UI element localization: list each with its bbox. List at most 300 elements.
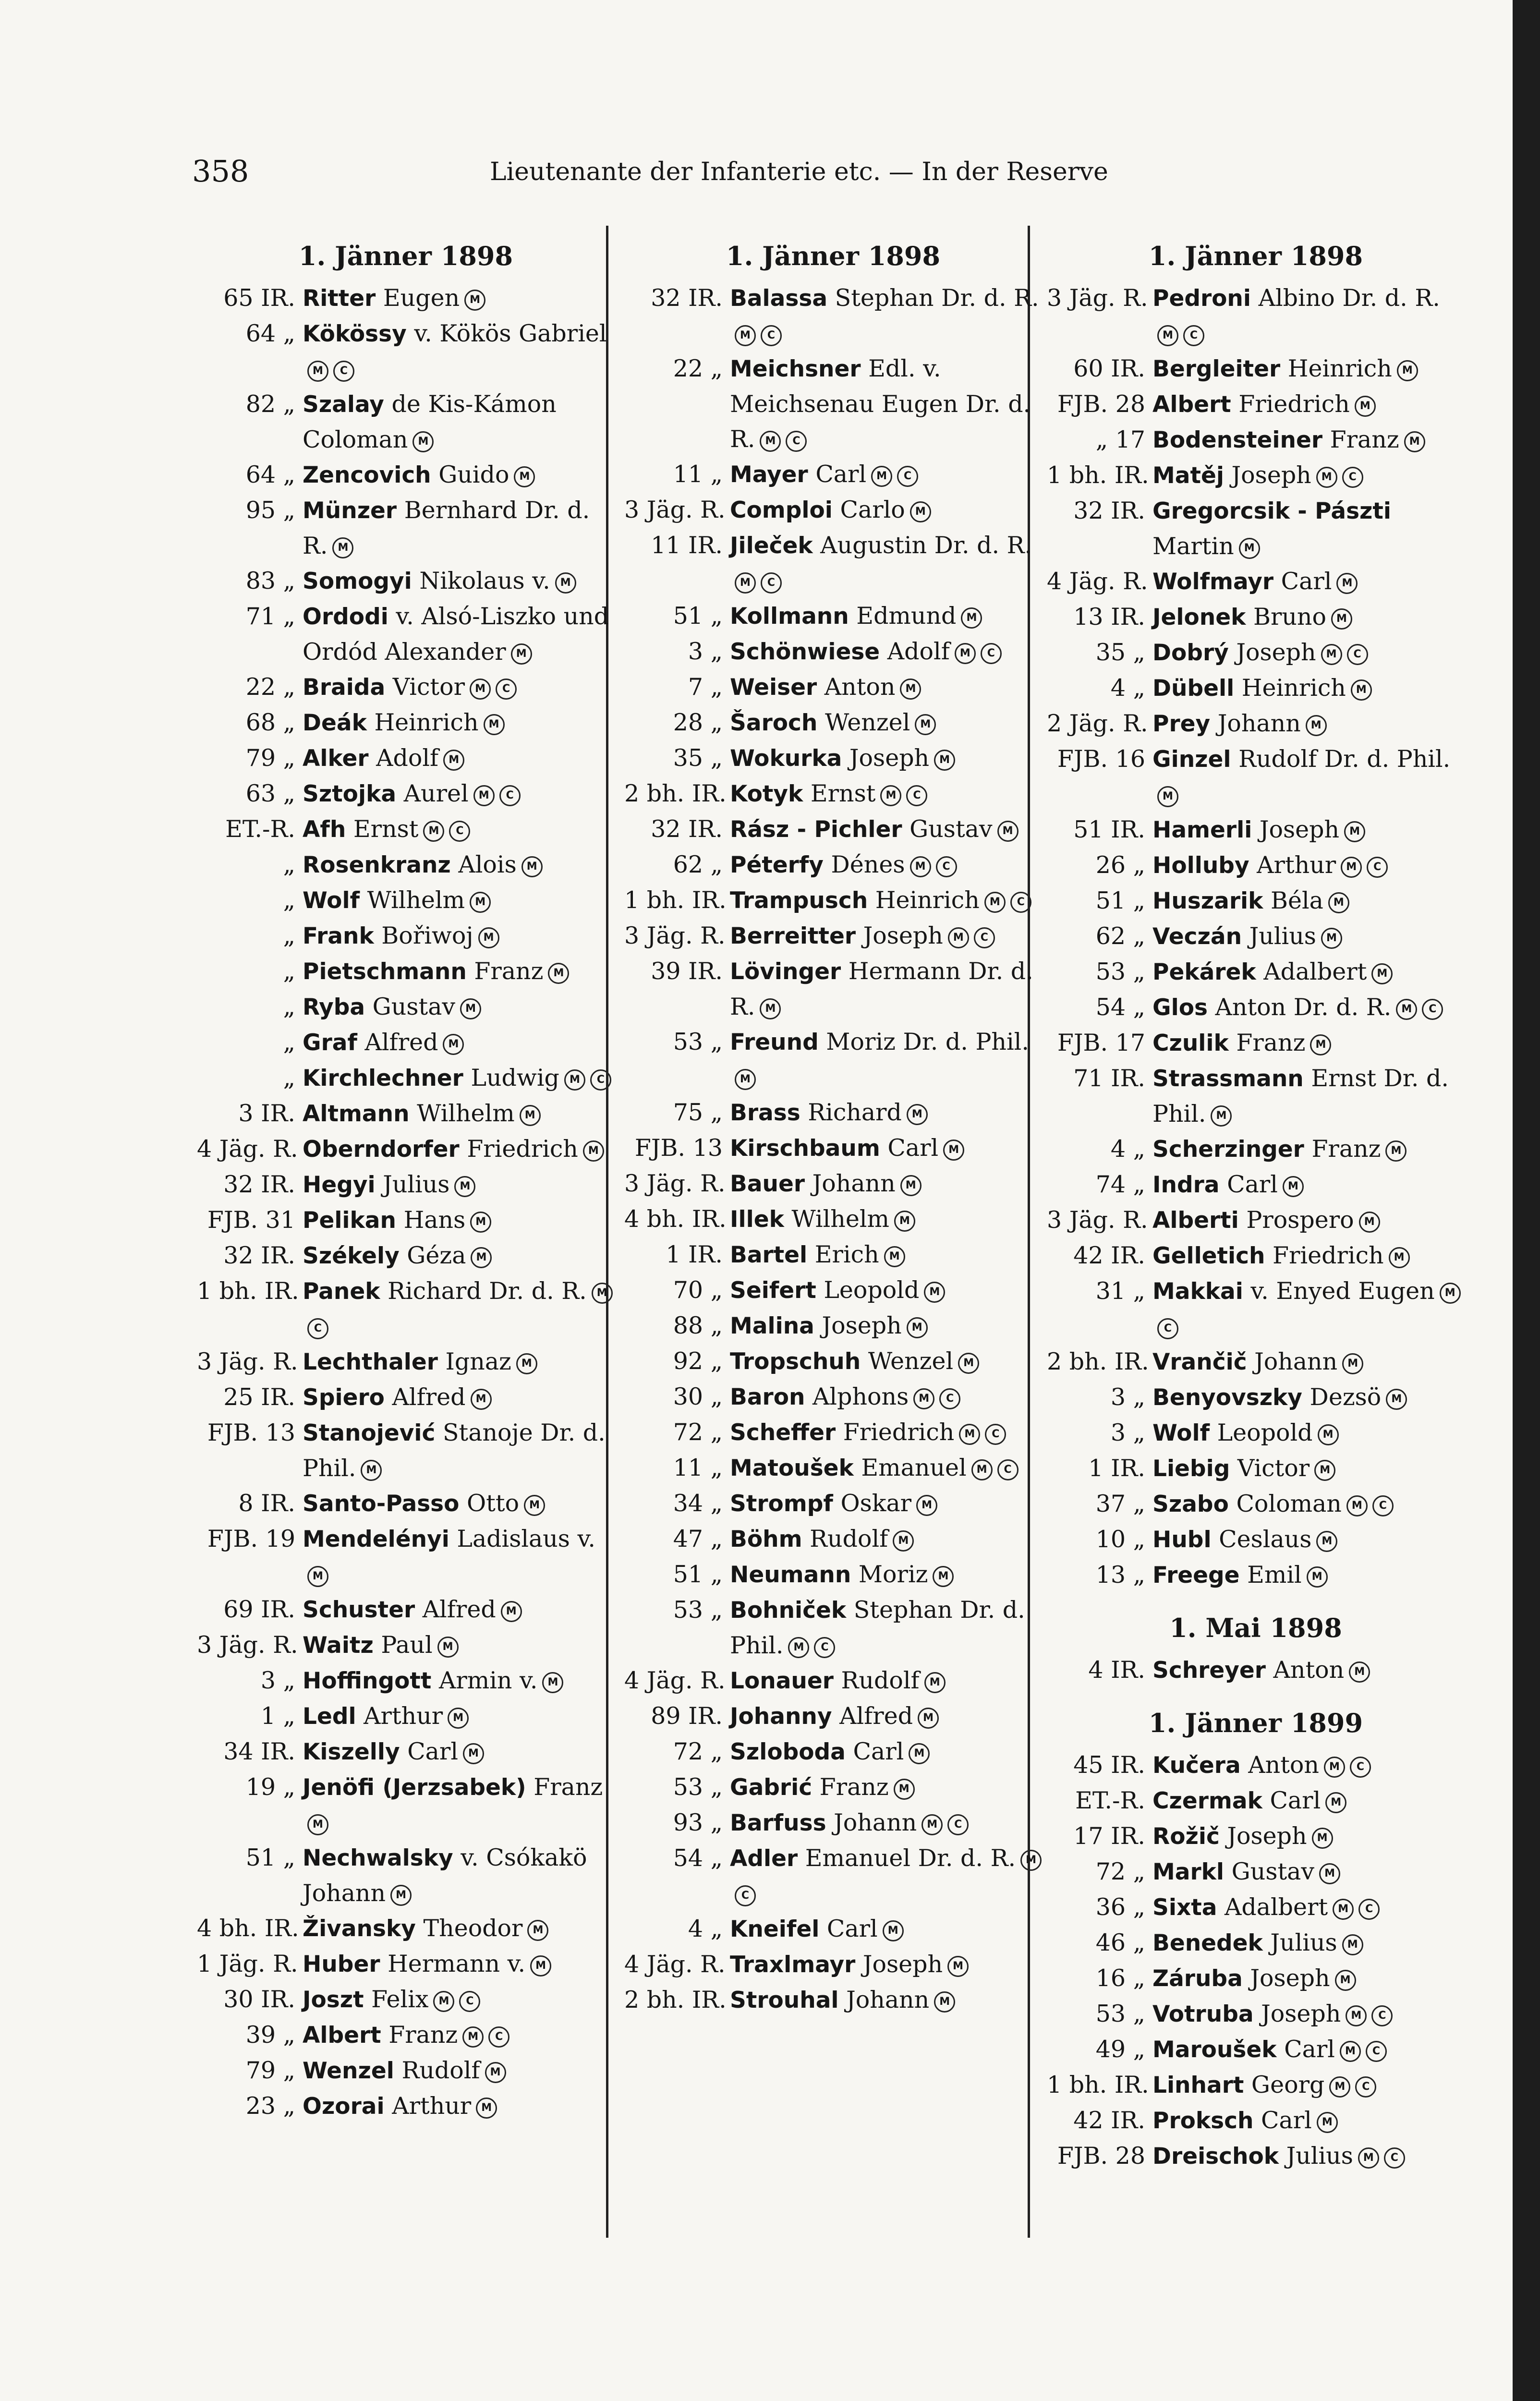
given-names: Anton xyxy=(1273,1656,1345,1684)
circled-m-icon: M xyxy=(934,750,955,771)
circled-m-icon: M xyxy=(893,1530,914,1552)
section-date-heading: 1. Jänner 1899 xyxy=(1148,1708,1363,1738)
given-names: Eugen xyxy=(383,284,460,312)
circled-m-icon: M xyxy=(307,1566,328,1587)
circled-m-icon: M xyxy=(760,431,781,452)
unit-label: 51 „ xyxy=(673,602,723,630)
given-names: Leopold xyxy=(1217,1419,1313,1446)
surname: Santo-Passo xyxy=(303,1491,460,1517)
given-names: Franz xyxy=(474,958,544,985)
circled-c-icon: C xyxy=(997,1459,1019,1480)
circled-m-icon: M xyxy=(361,1460,382,1481)
given-names: Moriz Dr. d. Phil. xyxy=(826,1028,1029,1055)
circled-m-icon: M xyxy=(548,963,569,984)
circled-m-icon: M xyxy=(511,643,532,665)
surname: Kollmann xyxy=(730,603,849,630)
unit-label: FJB. 13 xyxy=(634,1134,723,1162)
circled-m-icon: M xyxy=(1310,1034,1331,1055)
surname: Lonauer xyxy=(730,1668,834,1694)
roster-entry xyxy=(1047,1557,1465,1593)
circled-c-icon: C xyxy=(459,1991,480,2012)
circled-c-icon: C xyxy=(897,466,918,487)
surname: Huszarik xyxy=(1152,888,1263,914)
unit-label: FJB. 19 xyxy=(207,1525,295,1552)
circled-m-icon: M xyxy=(1157,786,1178,807)
given-names: Stanoje Dr. d. Phil. xyxy=(303,1419,606,1482)
unit-label: 30 IR. xyxy=(223,1986,295,2013)
given-names: Johann xyxy=(812,1170,896,1197)
given-names: Hans xyxy=(403,1206,466,1234)
circled-m-icon: M xyxy=(1349,1661,1370,1683)
circled-c-icon: C xyxy=(1183,325,1204,346)
circled-m-icon: M xyxy=(1321,644,1342,665)
surname: Rožič xyxy=(1152,1823,1220,1850)
surname: Schreyer xyxy=(1152,1657,1266,1684)
unit-label: 32 IR. xyxy=(223,1242,295,1269)
unit-label: 2 bh. IR. xyxy=(1047,1348,1149,1375)
circled-m-icon: M xyxy=(542,1672,563,1693)
page-header xyxy=(192,154,1441,192)
given-names: Rudolf Dr. d. Phil. xyxy=(1238,745,1451,773)
roster-entry xyxy=(1047,599,1465,635)
surname: Kiszelly xyxy=(303,1739,400,1765)
given-names: Joseph xyxy=(1259,816,1340,843)
roster-entry xyxy=(1047,1238,1465,1273)
given-names: Arthur xyxy=(392,2092,472,2120)
unit-label: 1 bh. IR. xyxy=(197,1277,299,1305)
surname: Kučera xyxy=(1152,1752,1241,1779)
circled-c-icon: C xyxy=(761,325,782,346)
given-names: v. Kökös Gabriel xyxy=(414,320,607,347)
unit-label: 32 IR. xyxy=(223,1171,295,1198)
surname: Linhart xyxy=(1152,2072,1244,2098)
page-edge xyxy=(1513,0,1540,2401)
circled-m-icon: M xyxy=(1317,2112,1338,2133)
given-names: Franz xyxy=(819,1773,889,1801)
circled-m-icon: M xyxy=(1397,360,1418,381)
surname: Deák xyxy=(303,710,367,736)
surname: Illek xyxy=(730,1206,784,1233)
given-names: Victor xyxy=(1237,1455,1310,1482)
roster-entry xyxy=(197,812,615,847)
given-names: Alfred xyxy=(392,1383,466,1411)
given-names: Julius xyxy=(1286,2142,1353,2170)
unit-label: 63 „ xyxy=(245,780,295,807)
roster-entry xyxy=(197,2053,615,2088)
surname: Bodensteiner xyxy=(1152,427,1323,453)
surname: Sixta xyxy=(1152,1894,1217,1921)
unit-label: 4 Jäg. R. xyxy=(1047,568,1148,595)
unit-label: 83 „ xyxy=(245,567,295,594)
surname: Bartel xyxy=(730,1242,808,1268)
unit-label: 26 „ xyxy=(1095,851,1145,879)
unit-label: 46 „ xyxy=(1095,1929,1145,1956)
surname: Kotyk xyxy=(730,781,803,807)
roster-entry xyxy=(1047,1273,1465,1344)
surname: Hubl xyxy=(1152,1527,1212,1553)
given-names: Richard Dr. d. R. xyxy=(388,1277,587,1305)
unit-label: 25 IR. xyxy=(223,1383,295,1411)
given-names: Armin v. xyxy=(438,1667,538,1694)
circled-m-icon: M xyxy=(1333,1899,1354,1920)
surname: Altmann xyxy=(303,1101,410,1127)
given-names: Franz xyxy=(534,1773,603,1801)
unit-label: 53 „ xyxy=(673,1028,723,1055)
roster-entry xyxy=(1047,2138,1465,2174)
roster-entry xyxy=(624,1557,1042,1592)
given-names: Augustin Dr. d. R. xyxy=(820,532,1032,559)
roster-entry xyxy=(1047,1890,1465,1925)
given-names: Hermann Dr. d. R. xyxy=(730,958,1033,1020)
circled-m-icon: M xyxy=(1371,963,1393,984)
roster-entry xyxy=(197,1627,615,1663)
circled-c-icon: C xyxy=(936,856,957,877)
given-names: Georg xyxy=(1251,2071,1325,2098)
circled-m-icon: M xyxy=(894,1211,915,1232)
unit-label: 10 „ xyxy=(1095,1526,1145,1553)
given-names: v. Csókakö Johann xyxy=(303,1844,587,1907)
unit-label: 51 „ xyxy=(1095,887,1145,914)
surname: Spiero xyxy=(303,1384,385,1411)
given-names: Arthur xyxy=(1257,851,1336,879)
unit-label: 28 „ xyxy=(673,709,723,736)
unit-label: 68 „ xyxy=(245,709,295,736)
roster-entry xyxy=(624,954,1042,1024)
given-names: Heinrich xyxy=(374,709,479,736)
roster-entry xyxy=(197,2017,615,2053)
given-names: Joseph xyxy=(863,922,943,949)
given-names: Joseph xyxy=(849,744,930,772)
roster-entry xyxy=(197,1486,615,1521)
surname: Šaroch xyxy=(730,710,818,736)
surname: Wenzel xyxy=(303,2058,394,2084)
circled-m-icon: M xyxy=(437,1637,459,1658)
circled-m-icon: M xyxy=(933,1566,954,1587)
surname: Dobrý xyxy=(1152,640,1229,666)
circled-m-icon: M xyxy=(1351,679,1372,701)
unit-label: 4 „ xyxy=(1110,674,1145,702)
surname: Wolfmayr xyxy=(1152,569,1274,595)
surname: Pekárek xyxy=(1152,959,1256,985)
roster-entry xyxy=(624,776,1042,812)
given-names: Stephan Dr. d. Phil. xyxy=(730,1596,1025,1659)
unit-label: 72 „ xyxy=(673,1419,723,1446)
circled-m-icon: M xyxy=(1314,1460,1335,1481)
unit-label: 34 IR. xyxy=(223,1738,295,1765)
circled-m-icon: M xyxy=(307,361,328,382)
given-names: Carl xyxy=(853,1738,904,1765)
roster-entry xyxy=(624,1663,1042,1698)
circled-m-icon: M xyxy=(884,1246,905,1267)
roster-entry xyxy=(197,280,615,316)
circled-c-icon: C xyxy=(906,785,927,806)
roster-entry xyxy=(197,493,615,563)
roster-entry xyxy=(624,1450,1042,1486)
circled-m-icon: M xyxy=(471,1247,492,1268)
unit-label: 11 „ xyxy=(673,1454,723,1481)
given-names: Julius xyxy=(1270,1929,1337,1956)
unit-label: 3 „ xyxy=(688,638,723,665)
roster-entry xyxy=(624,1237,1042,1273)
circled-m-icon: M xyxy=(1385,1140,1407,1162)
surname: Braida xyxy=(303,674,386,701)
roster-entry xyxy=(197,1840,615,1911)
circled-c-icon: C xyxy=(814,1637,835,1658)
unit-label: 69 IR. xyxy=(223,1596,295,1623)
given-names: Adalbert xyxy=(1225,1893,1328,1921)
roster-entry xyxy=(624,351,1042,457)
unit-label: 72 „ xyxy=(1095,1858,1145,1885)
given-names: Leopold xyxy=(824,1276,920,1304)
circled-m-icon: M xyxy=(934,1991,955,2013)
circled-c-icon: C xyxy=(939,1388,960,1409)
surname: Maroušek xyxy=(1152,2037,1277,2063)
unit-label: 2 Jäg. R. xyxy=(1047,710,1148,737)
given-names: Emanuel xyxy=(861,1454,967,1481)
unit-label: 82 „ xyxy=(245,390,295,418)
unit-label: 2 bh. IR. xyxy=(624,1986,727,2013)
given-names: Paul xyxy=(381,1631,433,1659)
circled-m-icon: M xyxy=(464,290,485,311)
surname: Traxlmayr xyxy=(730,1952,856,1978)
unit-label: 53 „ xyxy=(673,1596,723,1624)
roster-entry xyxy=(197,918,615,954)
circled-m-icon: M xyxy=(527,1920,548,1941)
unit-label: 16 „ xyxy=(1095,1964,1145,1992)
given-names: Gustav xyxy=(1231,1858,1315,1885)
roster-entry xyxy=(197,847,615,883)
roster-entry xyxy=(197,1273,615,1344)
given-names: Johann xyxy=(834,1809,917,1836)
circled-m-icon: M xyxy=(913,1388,934,1409)
surname: Baron xyxy=(730,1384,805,1410)
circled-m-icon: M xyxy=(448,1708,469,1729)
circled-m-icon: M xyxy=(955,643,976,664)
unit-label: 51 „ xyxy=(673,1561,723,1588)
unit-label: 39 IR. xyxy=(651,958,723,985)
given-names: Coloman xyxy=(1236,1490,1342,1517)
given-names: Carl xyxy=(826,1915,878,1942)
circled-m-icon: M xyxy=(433,1991,454,2012)
given-names: Felix xyxy=(371,1986,429,2013)
roster-entry xyxy=(624,1982,1042,2018)
circled-m-icon: M xyxy=(910,856,931,877)
circled-c-icon: C xyxy=(1358,1899,1380,1920)
unit-label: 13 IR. xyxy=(1073,603,1145,631)
roster-entry xyxy=(624,1166,1042,1201)
given-names: Johann xyxy=(1217,710,1301,737)
surname: Pedroni xyxy=(1152,285,1251,312)
roster-entry xyxy=(1047,1380,1465,1415)
surname: Votruba xyxy=(1152,2001,1254,2027)
roster-entry xyxy=(624,740,1042,776)
given-names: Alfred xyxy=(364,1029,438,1056)
surname: Bergleiter xyxy=(1152,356,1281,382)
unit-label: „ xyxy=(283,851,295,878)
circled-m-icon: M xyxy=(473,785,495,806)
surname: Ryba xyxy=(303,994,365,1020)
roster-entry xyxy=(197,387,615,457)
surname: Rász - Pichler xyxy=(730,816,902,843)
unit-label: 11 „ xyxy=(673,461,723,488)
roster-entry xyxy=(197,669,615,705)
circled-c-icon: C xyxy=(947,1814,969,1835)
given-names: Franz xyxy=(1330,426,1399,453)
circled-c-icon: C xyxy=(1371,2005,1393,2026)
given-names: Arthur xyxy=(364,1702,443,1730)
surname: Nechwalsky xyxy=(303,1845,453,1871)
roster-entry xyxy=(624,634,1042,669)
circled-m-icon: M xyxy=(1358,2147,1379,2169)
unit-label: 89 IR. xyxy=(651,1702,723,1730)
surname: Panek xyxy=(303,1278,380,1305)
roster-entry xyxy=(624,1521,1042,1557)
given-names: Joseph xyxy=(1231,461,1311,489)
roster-entry xyxy=(197,2088,615,2124)
unit-label: 51 „ xyxy=(245,1844,295,1871)
circled-c-icon: C xyxy=(449,821,470,842)
surname: Ordodi xyxy=(303,604,388,630)
unit-label: 79 „ xyxy=(245,744,295,772)
unit-label: 7 „ xyxy=(688,673,723,701)
surname: Huber xyxy=(303,1951,380,1977)
unit-label: FJB. 28 xyxy=(1057,390,1145,418)
roster-entry xyxy=(197,1770,615,1840)
roster-entry xyxy=(1047,848,1465,883)
roster-entry xyxy=(624,1308,1042,1344)
given-names: Adolf xyxy=(887,638,950,665)
surname: Graf xyxy=(303,1030,357,1056)
unit-label: 53 „ xyxy=(1095,2000,1145,2027)
circled-m-icon: M xyxy=(894,1779,915,1800)
surname: Benyovszky xyxy=(1152,1384,1302,1411)
unit-label: 1 „ xyxy=(260,1702,295,1730)
given-names: Moriz xyxy=(858,1561,928,1588)
given-names: Aurel xyxy=(403,780,469,807)
unit-label: 65 IR. xyxy=(223,284,295,312)
circled-m-icon: M xyxy=(1239,538,1260,559)
given-names: Carlo xyxy=(840,496,905,523)
given-names: Joseph xyxy=(862,1951,943,1978)
unit-label: 62 „ xyxy=(1095,922,1145,950)
given-names: Anton xyxy=(824,673,896,701)
circled-m-icon: M xyxy=(501,1601,522,1622)
unit-label: 32 IR. xyxy=(651,815,723,843)
unit-label: FJB. 16 xyxy=(1057,745,1145,773)
unit-label: 4 bh. IR. xyxy=(197,1915,299,1942)
circled-c-icon: C xyxy=(1342,467,1363,488)
unit-label: 1 bh. IR. xyxy=(1047,2071,1149,2098)
circled-c-icon: C xyxy=(333,361,354,382)
surname: Hegyi xyxy=(303,1172,376,1198)
surname: Lövinger xyxy=(730,958,841,985)
unit-label: „ xyxy=(283,922,295,949)
surname: Balassa xyxy=(730,285,828,312)
surname: Ledl xyxy=(303,1703,356,1730)
given-names: Prospero xyxy=(1246,1206,1354,1234)
unit-label: FJB. 28 xyxy=(1057,2142,1145,2170)
given-names: Bruno xyxy=(1253,603,1326,631)
given-names: Edmund xyxy=(856,602,957,630)
roster-entry xyxy=(1047,919,1465,954)
circled-m-icon: M xyxy=(918,1708,939,1729)
circled-m-icon: M xyxy=(788,1637,809,1658)
unit-label: 31 „ xyxy=(1095,1277,1145,1305)
circled-m-icon: M xyxy=(443,1034,464,1055)
given-names: Heinrich xyxy=(875,886,980,914)
roster-entry xyxy=(197,776,615,812)
surname: Adler xyxy=(730,1845,798,1872)
given-names: Carl xyxy=(1227,1171,1278,1198)
surname: Albert xyxy=(303,2022,381,2049)
surname: Scherzinger xyxy=(1152,1136,1304,1163)
roster-entry xyxy=(624,1024,1042,1095)
given-names: Rudolf xyxy=(401,2057,480,2084)
roster-entry xyxy=(197,740,615,776)
circled-m-icon: M xyxy=(462,2026,484,2048)
roster-entry xyxy=(624,280,1042,351)
surname: Neumann xyxy=(730,1562,851,1588)
circled-m-icon: M xyxy=(924,1672,946,1693)
unit-label: 47 „ xyxy=(673,1525,723,1552)
given-names: Joseph xyxy=(1250,1964,1330,1992)
given-names: Adolf xyxy=(376,744,439,772)
given-names: Carl xyxy=(1281,568,1332,595)
given-names: Dezsö xyxy=(1310,1383,1382,1411)
unit-label: 42 IR. xyxy=(1073,2107,1145,2134)
surname: Berreitter xyxy=(730,923,856,949)
circled-m-icon: M xyxy=(1319,1863,1340,1884)
given-names: Carl xyxy=(1261,2107,1312,2134)
unit-label: 54 „ xyxy=(673,1844,723,1872)
unit-label: 3 Jäg. R. xyxy=(1047,284,1148,312)
unit-label: 79 „ xyxy=(245,2057,295,2084)
surname: Bohniček xyxy=(730,1597,847,1624)
surname: Glos xyxy=(1152,994,1208,1021)
roster-entry xyxy=(197,1415,615,1486)
unit-label: 71 „ xyxy=(245,603,295,630)
circled-m-icon: M xyxy=(924,1282,945,1303)
unit-label: 3 Jäg. R. xyxy=(1047,1206,1148,1234)
unit-label: 3 Jäg. R. xyxy=(197,1631,298,1659)
given-names: Franz xyxy=(1311,1135,1381,1163)
circled-m-icon: M xyxy=(1316,1531,1337,1552)
roster-entry xyxy=(624,918,1042,954)
circled-m-icon: M xyxy=(735,572,756,594)
roster-entry xyxy=(624,1770,1042,1805)
unit-label: 1 IR. xyxy=(1088,1455,1145,1482)
given-names: Edl. v. Meichsenau Eugen Dr. d. R. xyxy=(730,355,1031,453)
roster-entry xyxy=(624,528,1042,598)
given-names: Joseph xyxy=(1227,1822,1307,1850)
unit-label: „ xyxy=(283,1029,295,1056)
circled-c-icon: C xyxy=(1384,2147,1405,2169)
surname: Kirschbaum xyxy=(730,1135,880,1162)
surname: Barfuss xyxy=(730,1810,826,1836)
unit-label: 92 „ xyxy=(673,1347,723,1375)
surname: Weiser xyxy=(730,674,817,701)
roster-entry xyxy=(624,705,1042,740)
surname: Trampusch xyxy=(730,887,868,914)
unit-label: 1 IR. xyxy=(666,1241,723,1268)
circled-m-icon: M xyxy=(1341,857,1362,878)
roster-entry xyxy=(197,563,615,599)
unit-label: 32 IR. xyxy=(651,284,723,312)
surname: Freege xyxy=(1152,1562,1240,1589)
circled-m-icon: M xyxy=(1342,1353,1363,1374)
circled-m-icon: M xyxy=(516,1353,537,1374)
unit-label: 39 „ xyxy=(245,2021,295,2049)
